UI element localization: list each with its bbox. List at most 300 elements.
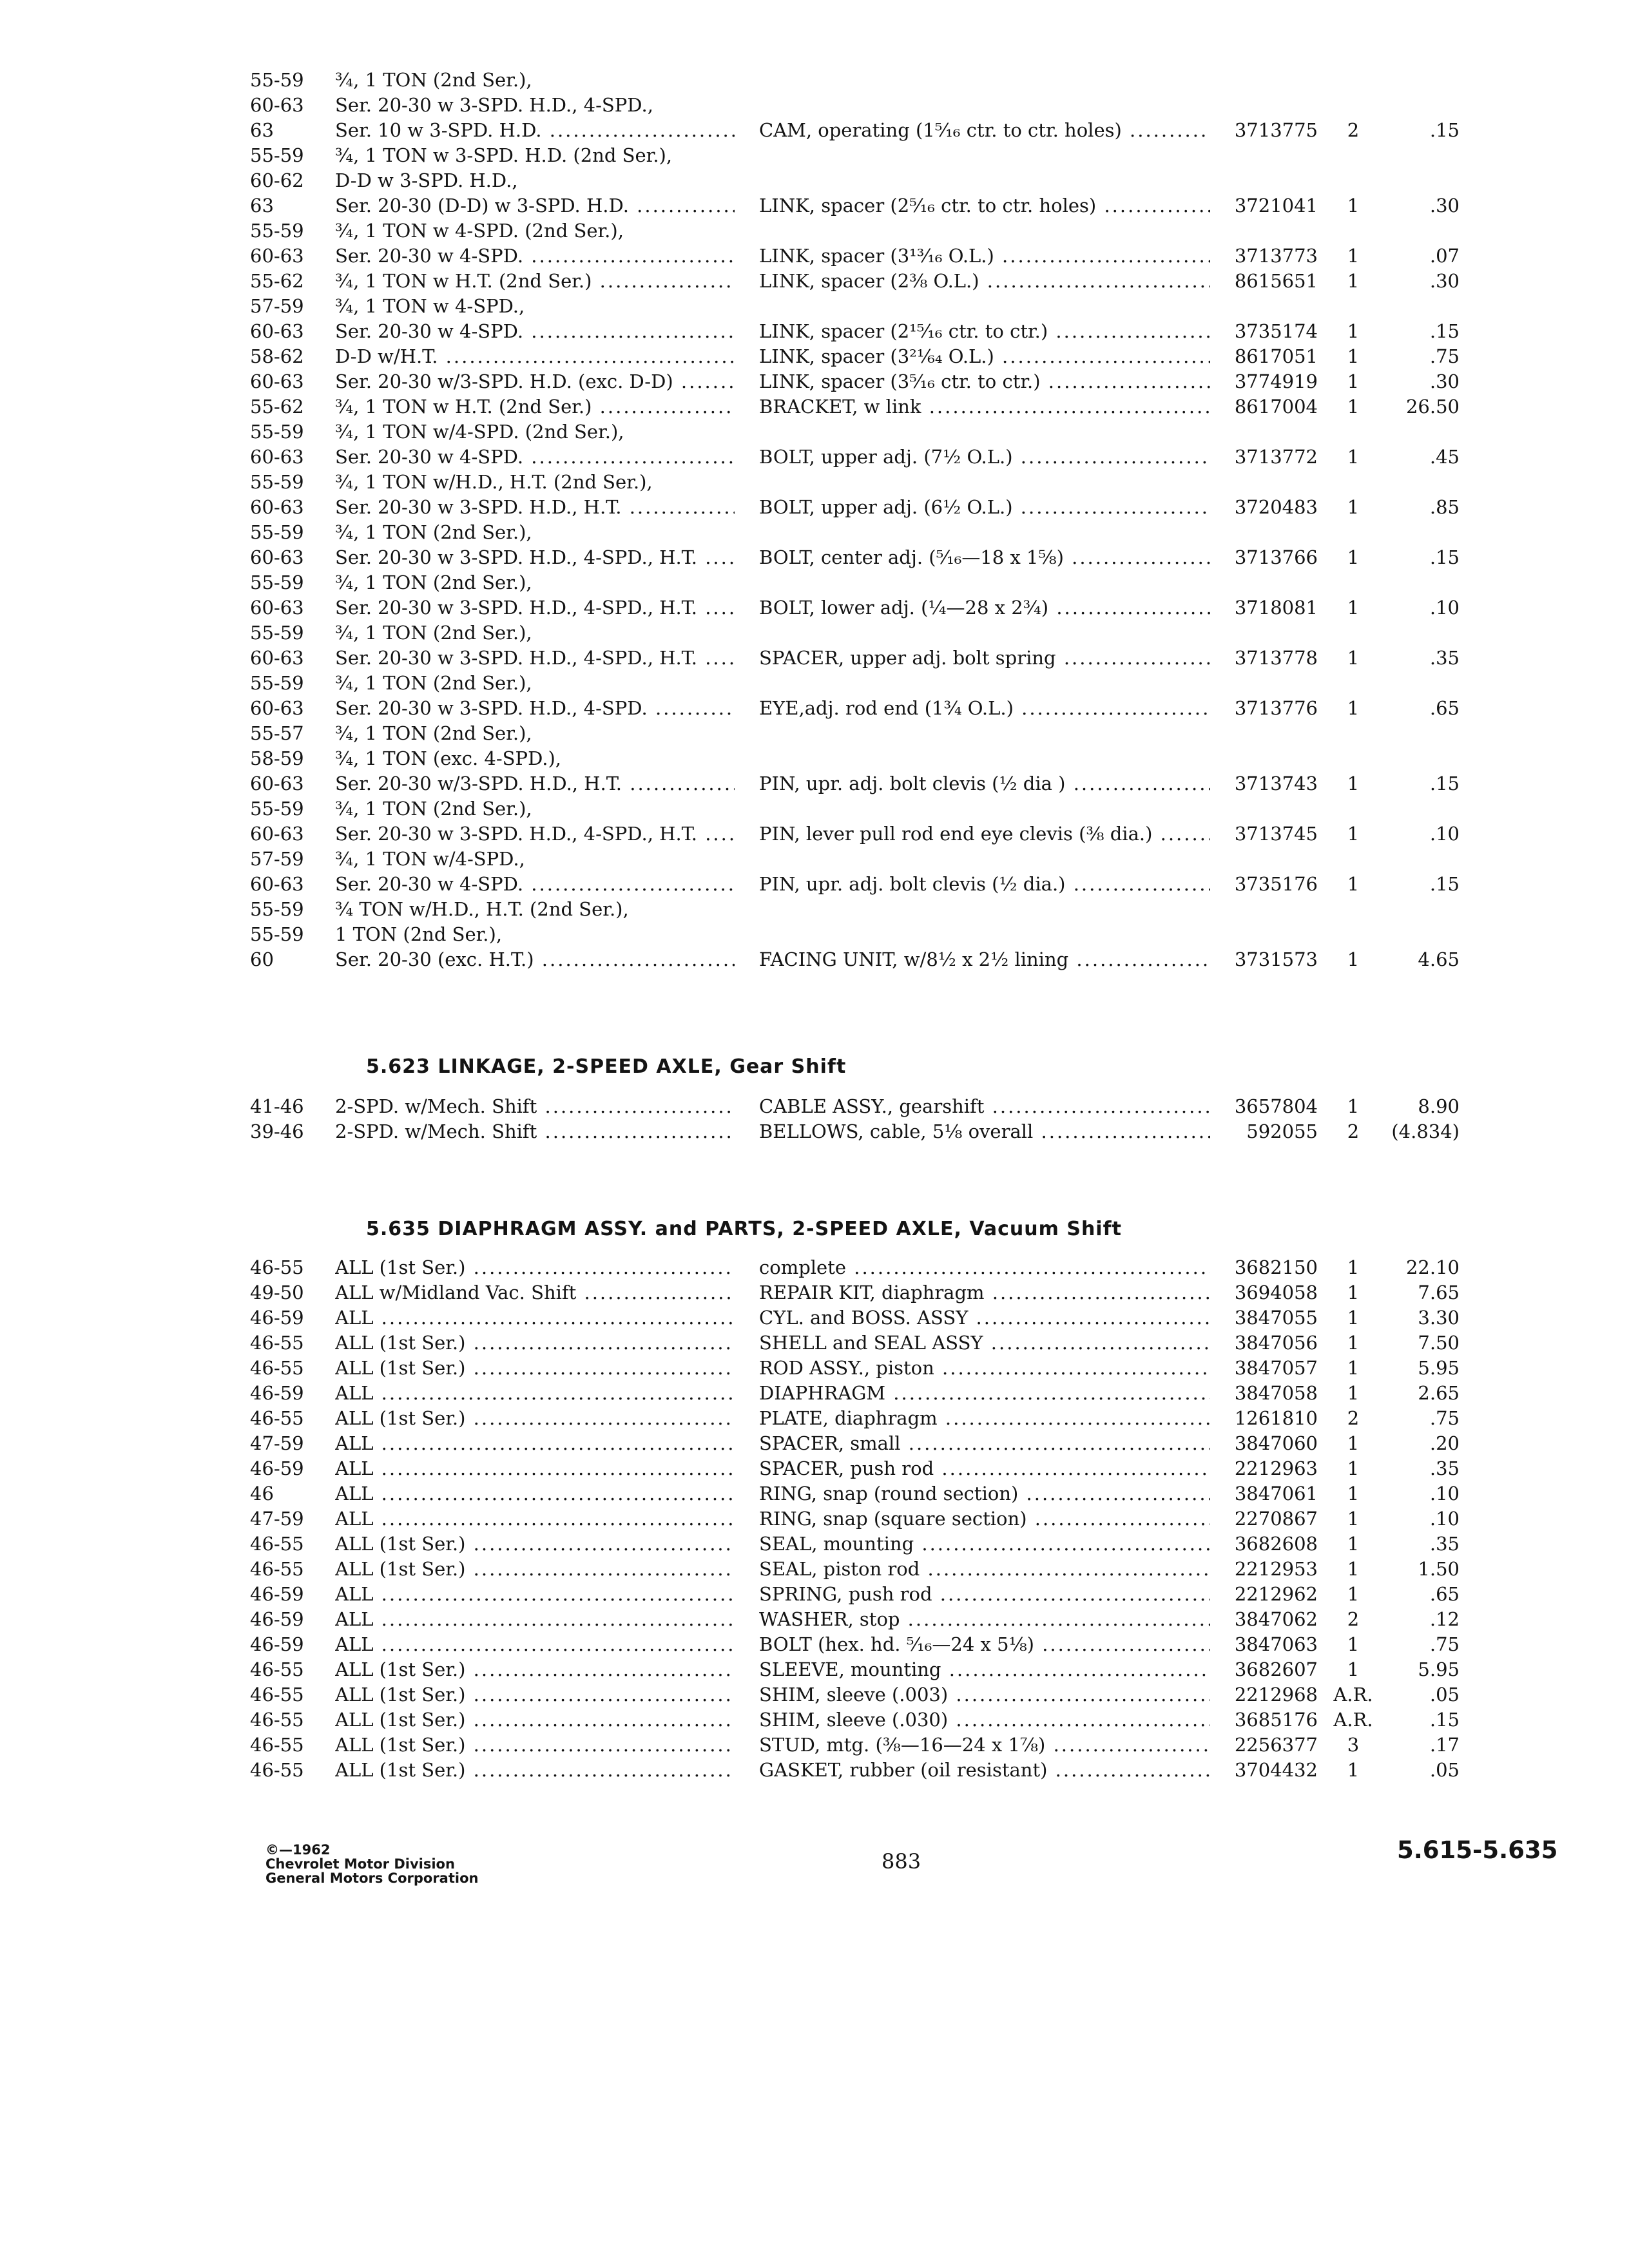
price: .65 <box>1429 697 1460 719</box>
part-description: DIAPHRAGM ..... <box>759 1381 1210 1406</box>
quantity: 1 <box>1347 1658 1360 1680</box>
year-range: 47-59 <box>250 1432 304 1454</box>
quantity: 1 <box>1347 948 1360 970</box>
application: ¾, 1 TON (2nd Ser.), <box>335 672 532 694</box>
part-number: 8617004 <box>1234 396 1318 418</box>
table-5-623 <box>0 1094 1629 1144</box>
part-description: EYE,adj. rod end (1¾ O.L.) ..... <box>759 696 1210 721</box>
year-range: 60 <box>250 948 274 970</box>
application: ALL (1st Ser.) ..... <box>335 1758 735 1783</box>
quantity: 2 <box>1347 119 1360 141</box>
application: Ser. 20-30 w 4-SPD. ..... <box>335 872 735 897</box>
application: ¾, 1 TON w H.T. (2nd Ser.) ..... <box>335 269 735 294</box>
part-number: 3713766 <box>1234 546 1318 568</box>
quantity: 1 <box>1347 370 1360 392</box>
price: 7.50 <box>1418 1332 1460 1354</box>
table-row <box>0 595 1629 620</box>
part-number: 3713772 <box>1234 446 1318 468</box>
price: .10 <box>1429 597 1460 619</box>
part-number: 3735176 <box>1234 873 1318 895</box>
part-description: LINK, spacer (3²¹⁄₆₄ O.L.) ..... <box>759 344 1210 369</box>
table-5-615 <box>0 68 1629 972</box>
year-range: 46-59 <box>250 1457 304 1479</box>
part-number: 2212968 <box>1234 1684 1318 1706</box>
price: .75 <box>1429 1407 1460 1429</box>
price: (4.834) <box>1391 1120 1460 1142</box>
quantity: 2 <box>1347 1407 1360 1429</box>
table-row <box>0 495 1629 520</box>
table-row <box>0 1406 1629 1431</box>
price: .85 <box>1429 496 1460 518</box>
quantity: 1 <box>1347 396 1360 418</box>
price: 1.50 <box>1418 1558 1460 1580</box>
year-range: 55-59 <box>250 622 304 644</box>
quantity: 1 <box>1347 1508 1360 1530</box>
part-number: 3713743 <box>1234 773 1318 794</box>
table-row <box>0 93 1629 118</box>
table-row <box>0 319 1629 344</box>
part-description: BOLT, upper adj. (6½ O.L.) ..... <box>759 495 1210 520</box>
quantity: 1 <box>1347 546 1360 568</box>
year-range: 46-55 <box>250 1533 304 1555</box>
year-range: 60-63 <box>250 773 304 794</box>
application: ¾, 1 TON w 4-SPD. (2nd Ser.), <box>335 220 624 242</box>
part-description: LINK, spacer (2⁵⁄₁₆ ctr. to ctr. holes) ..... <box>759 193 1210 218</box>
application: ¾, 1 TON (2nd Ser.), <box>335 622 532 644</box>
table-row <box>0 419 1629 445</box>
table-row <box>0 68 1629 93</box>
part-number: 2212963 <box>1234 1457 1318 1479</box>
price: .17 <box>1429 1734 1460 1756</box>
year-range: 55-62 <box>250 270 304 292</box>
year-range: 46-55 <box>250 1709 304 1731</box>
part-description: SPACER, push rod ..... <box>759 1456 1210 1481</box>
quantity: 1 <box>1347 773 1360 794</box>
quantity: A.R. <box>1333 1684 1373 1706</box>
quantity: 1 <box>1347 1533 1360 1555</box>
price: .05 <box>1429 1759 1460 1781</box>
price: .15 <box>1429 773 1460 794</box>
part-description: LINK, spacer (2¹⁵⁄₁₆ ctr. to ctr.) ..... <box>759 319 1210 344</box>
application: ¾, 1 TON w/4-SPD. (2nd Ser.), <box>335 421 624 443</box>
price: 26.50 <box>1405 396 1460 418</box>
table-row <box>0 570 1629 595</box>
application: D-D w 3-SPD. H.D., <box>335 169 518 191</box>
application: Ser. 20-30 w 4-SPD. ..... <box>335 319 735 344</box>
table-row <box>0 1381 1629 1406</box>
quantity: 1 <box>1347 446 1360 468</box>
application: Ser. 10 w 3-SPD. H.D. ..... <box>335 118 735 143</box>
table-row <box>0 1607 1629 1632</box>
table-row <box>0 218 1629 244</box>
table-row <box>0 1657 1629 1682</box>
table-row <box>0 1758 1629 1783</box>
table-row <box>0 696 1629 721</box>
application: Ser. 20-30 w 3-SPD. H.D., 4-SPD., <box>335 94 653 116</box>
part-description: PIN, upr. adj. bolt clevis (½ dia.) ..... <box>759 872 1210 897</box>
application: ¾, 1 TON (2nd Ser.), <box>335 521 532 543</box>
application: ¾, 1 TON w 4-SPD., <box>335 295 525 317</box>
quantity: 3 <box>1347 1734 1360 1756</box>
year-range: 46-55 <box>250 1407 304 1429</box>
part-description: SPRING, push rod ..... <box>759 1582 1210 1607</box>
part-number: 3847061 <box>1234 1483 1318 1504</box>
part-number: 3847060 <box>1234 1432 1318 1454</box>
price: .35 <box>1429 1533 1460 1555</box>
year-range: 57-59 <box>250 295 304 317</box>
application: Ser. 20-30 w 4-SPD. ..... <box>335 244 735 269</box>
part-description: LINK, spacer (3¹³⁄₁₆ O.L.) ..... <box>759 244 1210 269</box>
part-number: 8617051 <box>1234 345 1318 367</box>
quantity: 1 <box>1347 195 1360 216</box>
quantity: 1 <box>1347 245 1360 267</box>
application: 1 TON (2nd Ser.), <box>335 923 503 945</box>
application: 2-SPD. w/Mech. Shift ..... <box>335 1094 735 1119</box>
year-range: 60-63 <box>250 370 304 392</box>
part-number: 3847058 <box>1234 1382 1318 1404</box>
part-number: 3682150 <box>1234 1256 1318 1278</box>
part-description: STUD, mtg. (⅜—16—24 x 1⅞) ..... <box>759 1733 1210 1758</box>
part-number: 3704432 <box>1234 1759 1318 1781</box>
table-row <box>0 244 1629 269</box>
part-description: FACING UNIT, w/8½ x 2½ lining ..... <box>759 947 1210 972</box>
year-range: 46-55 <box>250 1759 304 1781</box>
year-range: 60-63 <box>250 697 304 719</box>
year-range: 60-63 <box>250 873 304 895</box>
application: ALL (1st Ser.) ..... <box>335 1532 735 1557</box>
part-number: 2270867 <box>1234 1508 1318 1530</box>
part-description: GASKET, rubber (oil resistant) ..... <box>759 1758 1210 1783</box>
table-row <box>0 620 1629 646</box>
part-description: SPACER, upper adj. bolt spring ..... <box>759 646 1210 671</box>
application: Ser. 20-30 w 3-SPD. H.D., 4-SPD., H.T. ..... <box>335 646 735 671</box>
year-range: 63 <box>250 195 274 216</box>
table-row <box>0 1255 1629 1280</box>
part-number: 3682608 <box>1234 1533 1318 1555</box>
quantity: 1 <box>1347 1382 1360 1404</box>
part-number: 2256377 <box>1234 1734 1318 1756</box>
part-number: 3713776 <box>1234 697 1318 719</box>
application: ALL ..... <box>335 1381 735 1406</box>
table-row <box>0 520 1629 545</box>
year-range: 55-59 <box>250 898 304 920</box>
table-row <box>0 118 1629 143</box>
table-5-635 <box>0 1255 1629 1783</box>
year-range: 60-63 <box>250 320 304 342</box>
section-range: 5.615-5.635 <box>1397 1836 1558 1864</box>
application: ALL (1st Ser.) ..... <box>335 1255 735 1280</box>
year-range: 60-63 <box>250 597 304 619</box>
part-description: REPAIR KIT, diaphragm ..... <box>759 1280 1210 1305</box>
part-description: SHELL and SEAL ASSY ..... <box>759 1331 1210 1356</box>
year-range: 55-62 <box>250 396 304 418</box>
table-row <box>0 193 1629 218</box>
price: 2.65 <box>1418 1382 1460 1404</box>
application: ¾, 1 TON (2nd Ser.), <box>335 69 532 91</box>
part-number: 8615651 <box>1234 270 1318 292</box>
quantity: 1 <box>1347 873 1360 895</box>
table-row <box>0 369 1629 394</box>
quantity: 1 <box>1347 1282 1360 1303</box>
table-row <box>0 1456 1629 1481</box>
part-description: WASHER, stop ..... <box>759 1607 1210 1632</box>
year-range: 58-62 <box>250 345 304 367</box>
year-range: 46-59 <box>250 1608 304 1630</box>
price: .30 <box>1429 270 1460 292</box>
year-range: 46-59 <box>250 1382 304 1404</box>
table-row <box>0 897 1629 922</box>
price: .30 <box>1429 195 1460 216</box>
table-row <box>0 269 1629 294</box>
application: ALL ..... <box>335 1456 735 1481</box>
year-range: 46-55 <box>250 1558 304 1580</box>
part-description: CABLE ASSY., gearshift ..... <box>759 1094 1210 1119</box>
application: ¾, 1 TON w 3-SPD. H.D. (2nd Ser.), <box>335 144 673 166</box>
application: ALL ..... <box>335 1607 735 1632</box>
price: .20 <box>1429 1432 1460 1454</box>
table-row <box>0 646 1629 671</box>
application: ALL ..... <box>335 1481 735 1506</box>
part-number: 3721041 <box>1234 195 1318 216</box>
section-heading-5-623: 5.623 LINKAGE, 2-SPEED AXLE, Gear Shift <box>366 1055 847 1078</box>
year-range: 55-59 <box>250 923 304 945</box>
table-row <box>0 545 1629 570</box>
year-range: 46-55 <box>250 1357 304 1379</box>
application: ALL w/Midland Vac. Shift ..... <box>335 1280 735 1305</box>
table-row <box>0 168 1629 193</box>
table-row <box>0 1280 1629 1305</box>
part-number: 3713778 <box>1234 647 1318 669</box>
table-row <box>0 872 1629 897</box>
year-range: 46 <box>250 1483 274 1504</box>
part-number: 592055 <box>1246 1120 1318 1142</box>
application: ¾, 1 TON (2nd Ser.), <box>335 722 532 744</box>
part-description: SPACER, small ..... <box>759 1431 1210 1456</box>
price: .10 <box>1429 823 1460 845</box>
application: Ser. 20-30 w 4-SPD. ..... <box>335 445 735 470</box>
quantity: 1 <box>1347 1332 1360 1354</box>
quantity: 2 <box>1347 1608 1360 1630</box>
part-description: BOLT, lower adj. (¼—28 x 2¾) ..... <box>759 595 1210 620</box>
price: 5.95 <box>1418 1357 1460 1379</box>
table-row <box>0 796 1629 822</box>
price: .10 <box>1429 1508 1460 1530</box>
quantity: 1 <box>1347 823 1360 845</box>
year-range: 60-63 <box>250 496 304 518</box>
part-description: BOLT (hex. hd. ⁵⁄₁₆—24 x 5⅛) ..... <box>759 1632 1210 1657</box>
quantity: 1 <box>1347 597 1360 619</box>
part-description: CAM, operating (1⁵⁄₁₆ ctr. to ctr. holes) ..... <box>759 118 1210 143</box>
application: ¾, 1 TON w/H.D., H.T. (2nd Ser.), <box>335 471 653 493</box>
division-line: Chevrolet Motor Division <box>265 1856 455 1872</box>
quantity: 1 <box>1347 496 1360 518</box>
table-row <box>0 1506 1629 1532</box>
part-number: 2212962 <box>1234 1583 1318 1605</box>
part-description: PIN, upr. adj. bolt clevis (½ dia ) ..... <box>759 771 1210 796</box>
part-number: 3713773 <box>1234 245 1318 267</box>
year-range: 55-59 <box>250 471 304 493</box>
part-description: complete ..... <box>759 1255 1210 1280</box>
part-number: 3685176 <box>1234 1709 1318 1731</box>
part-number: 3682607 <box>1234 1658 1318 1680</box>
part-number: 3657804 <box>1234 1095 1318 1117</box>
part-number: 3847055 <box>1234 1307 1318 1329</box>
price: .15 <box>1429 119 1460 141</box>
application: ¾ TON w/H.D., H.T. (2nd Ser.), <box>335 898 629 920</box>
table-row <box>0 721 1629 746</box>
quantity: 1 <box>1347 1357 1360 1379</box>
part-number: 3847057 <box>1234 1357 1318 1379</box>
part-number: 3713745 <box>1234 823 1318 845</box>
price: .15 <box>1429 546 1460 568</box>
part-description: LINK, spacer (3⁵⁄₁₆ ctr. to ctr.) ..... <box>759 369 1210 394</box>
application: Ser. 20-30 w/3-SPD. H.D. (exc. D-D) ..... <box>335 369 735 394</box>
price: .15 <box>1429 873 1460 895</box>
year-range: 60-63 <box>250 647 304 669</box>
application: ALL ..... <box>335 1506 735 1532</box>
table-row <box>0 1733 1629 1758</box>
part-description: RING, snap (square section) ..... <box>759 1506 1210 1532</box>
quantity: 1 <box>1347 345 1360 367</box>
part-number: 2212953 <box>1234 1558 1318 1580</box>
application: Ser. 20-30 w 3-SPD. H.D., 4-SPD., H.T. ..... <box>335 595 735 620</box>
part-number: 3735174 <box>1234 320 1318 342</box>
quantity: 1 <box>1347 1432 1360 1454</box>
quantity: 1 <box>1347 1558 1360 1580</box>
year-range: 46-55 <box>250 1734 304 1756</box>
application: ALL (1st Ser.) ..... <box>335 1356 735 1381</box>
application: ALL (1st Ser.) ..... <box>335 1733 735 1758</box>
application: Ser. 20-30 w 3-SPD. H.D., H.T. ..... <box>335 495 735 520</box>
table-row <box>0 671 1629 696</box>
part-number: 3694058 <box>1234 1282 1318 1303</box>
price: .12 <box>1429 1608 1460 1630</box>
part-description: ROD ASSY., piston ..... <box>759 1356 1210 1381</box>
quantity: 1 <box>1347 270 1360 292</box>
year-range: 49-50 <box>250 1282 304 1303</box>
application: D-D w/H.T. ..... <box>335 344 735 369</box>
price: .75 <box>1429 345 1460 367</box>
price: 3.30 <box>1418 1307 1460 1329</box>
application: ALL (1st Ser.) ..... <box>335 1707 735 1733</box>
year-range: 60-62 <box>250 169 304 191</box>
part-number: 3847063 <box>1234 1633 1318 1655</box>
table-row <box>0 344 1629 369</box>
part-description: RING, snap (round section) ..... <box>759 1481 1210 1506</box>
year-range: 60-63 <box>250 546 304 568</box>
price: .65 <box>1429 1583 1460 1605</box>
table-row <box>0 1331 1629 1356</box>
year-range: 63 <box>250 119 274 141</box>
table-row <box>0 746 1629 771</box>
price: 8.90 <box>1418 1095 1460 1117</box>
application: ¾, 1 TON (exc. 4-SPD.), <box>335 747 562 769</box>
price: 22.10 <box>1405 1256 1460 1278</box>
price: .10 <box>1429 1483 1460 1504</box>
year-range: 46-55 <box>250 1256 304 1278</box>
year-range: 46-59 <box>250 1583 304 1605</box>
year-range: 57-59 <box>250 848 304 870</box>
year-range: 60-63 <box>250 823 304 845</box>
application: ¾, 1 TON (2nd Ser.), <box>335 572 532 593</box>
year-range: 55-59 <box>250 572 304 593</box>
application: ¾, 1 TON (2nd Ser.), <box>335 798 532 820</box>
publisher-credit <box>265 1843 478 1885</box>
table-row <box>0 847 1629 872</box>
price: .15 <box>1429 1709 1460 1731</box>
table-row <box>0 1532 1629 1557</box>
application: Ser. 20-30 (exc. H.T.) ..... <box>335 947 735 972</box>
application: Ser. 20-30 w 3-SPD. H.D., 4-SPD. ..... <box>335 696 735 721</box>
table-row <box>0 1682 1629 1707</box>
year-range: 46-59 <box>250 1307 304 1329</box>
price: .35 <box>1429 1457 1460 1479</box>
part-number: 3713775 <box>1234 119 1318 141</box>
quantity: 1 <box>1347 1256 1360 1278</box>
year-range: 47-59 <box>250 1508 304 1530</box>
quantity: 1 <box>1347 1307 1360 1329</box>
year-range: 60-63 <box>250 446 304 468</box>
quantity: 1 <box>1347 1759 1360 1781</box>
application: ALL ..... <box>335 1582 735 1607</box>
year-range: 60-63 <box>250 245 304 267</box>
application: Ser. 20-30 (D-D) w 3-SPD. H.D. ..... <box>335 193 735 218</box>
quantity: 2 <box>1347 1120 1360 1142</box>
year-range: 46-59 <box>250 1633 304 1655</box>
part-description: SHIM, sleeve (.030) ..... <box>759 1707 1210 1733</box>
table-row <box>0 1481 1629 1506</box>
quantity: 1 <box>1347 320 1360 342</box>
year-range: 55-59 <box>250 798 304 820</box>
quantity: 1 <box>1347 1633 1360 1655</box>
table-row <box>0 1431 1629 1456</box>
part-number: 3847062 <box>1234 1608 1318 1630</box>
price: .05 <box>1429 1684 1460 1706</box>
application: ALL ..... <box>335 1632 735 1657</box>
year-range: 55-59 <box>250 144 304 166</box>
part-number: 3731573 <box>1234 948 1318 970</box>
section-heading-5-635: 5.635 DIAPHRAGM ASSY. and PARTS, 2-SPEED AXLE, Vacuum Shift <box>366 1218 1122 1240</box>
part-description: SEAL, mounting ..... <box>759 1532 1210 1557</box>
part-description: BELLOWS, cable, 5⅛ overall ..... <box>759 1119 1210 1144</box>
application: ALL (1st Ser.) ..... <box>335 1331 735 1356</box>
year-range: 55-59 <box>250 220 304 242</box>
corporation-line: General Motors Corporation <box>265 1870 479 1886</box>
price: .07 <box>1429 245 1460 267</box>
application: 2-SPD. w/Mech. Shift ..... <box>335 1119 735 1144</box>
table-row <box>0 822 1629 847</box>
application: Ser. 20-30 w 3-SPD. H.D., 4-SPD., H.T. ..... <box>335 545 735 570</box>
application: ¾, 1 TON w H.T. (2nd Ser.) ..... <box>335 394 735 419</box>
table-row <box>0 947 1629 972</box>
application: ALL (1st Ser.) ..... <box>335 1557 735 1582</box>
table-row <box>0 394 1629 419</box>
quantity: 1 <box>1347 1583 1360 1605</box>
year-range: 55-59 <box>250 521 304 543</box>
quantity: 1 <box>1347 697 1360 719</box>
year-range: 55-59 <box>250 421 304 443</box>
year-range: 46-55 <box>250 1332 304 1354</box>
price: 7.65 <box>1418 1282 1460 1303</box>
table-row <box>0 1119 1629 1144</box>
part-description: SHIM, sleeve (.003) ..... <box>759 1682 1210 1707</box>
table-row <box>0 1582 1629 1607</box>
page-number: 883 <box>882 1849 921 1874</box>
year-range: 55-57 <box>250 722 304 744</box>
part-description: BRACKET, w link ..... <box>759 394 1210 419</box>
part-number: 3847056 <box>1234 1332 1318 1354</box>
part-description: SEAL, piston rod ..... <box>759 1557 1210 1582</box>
